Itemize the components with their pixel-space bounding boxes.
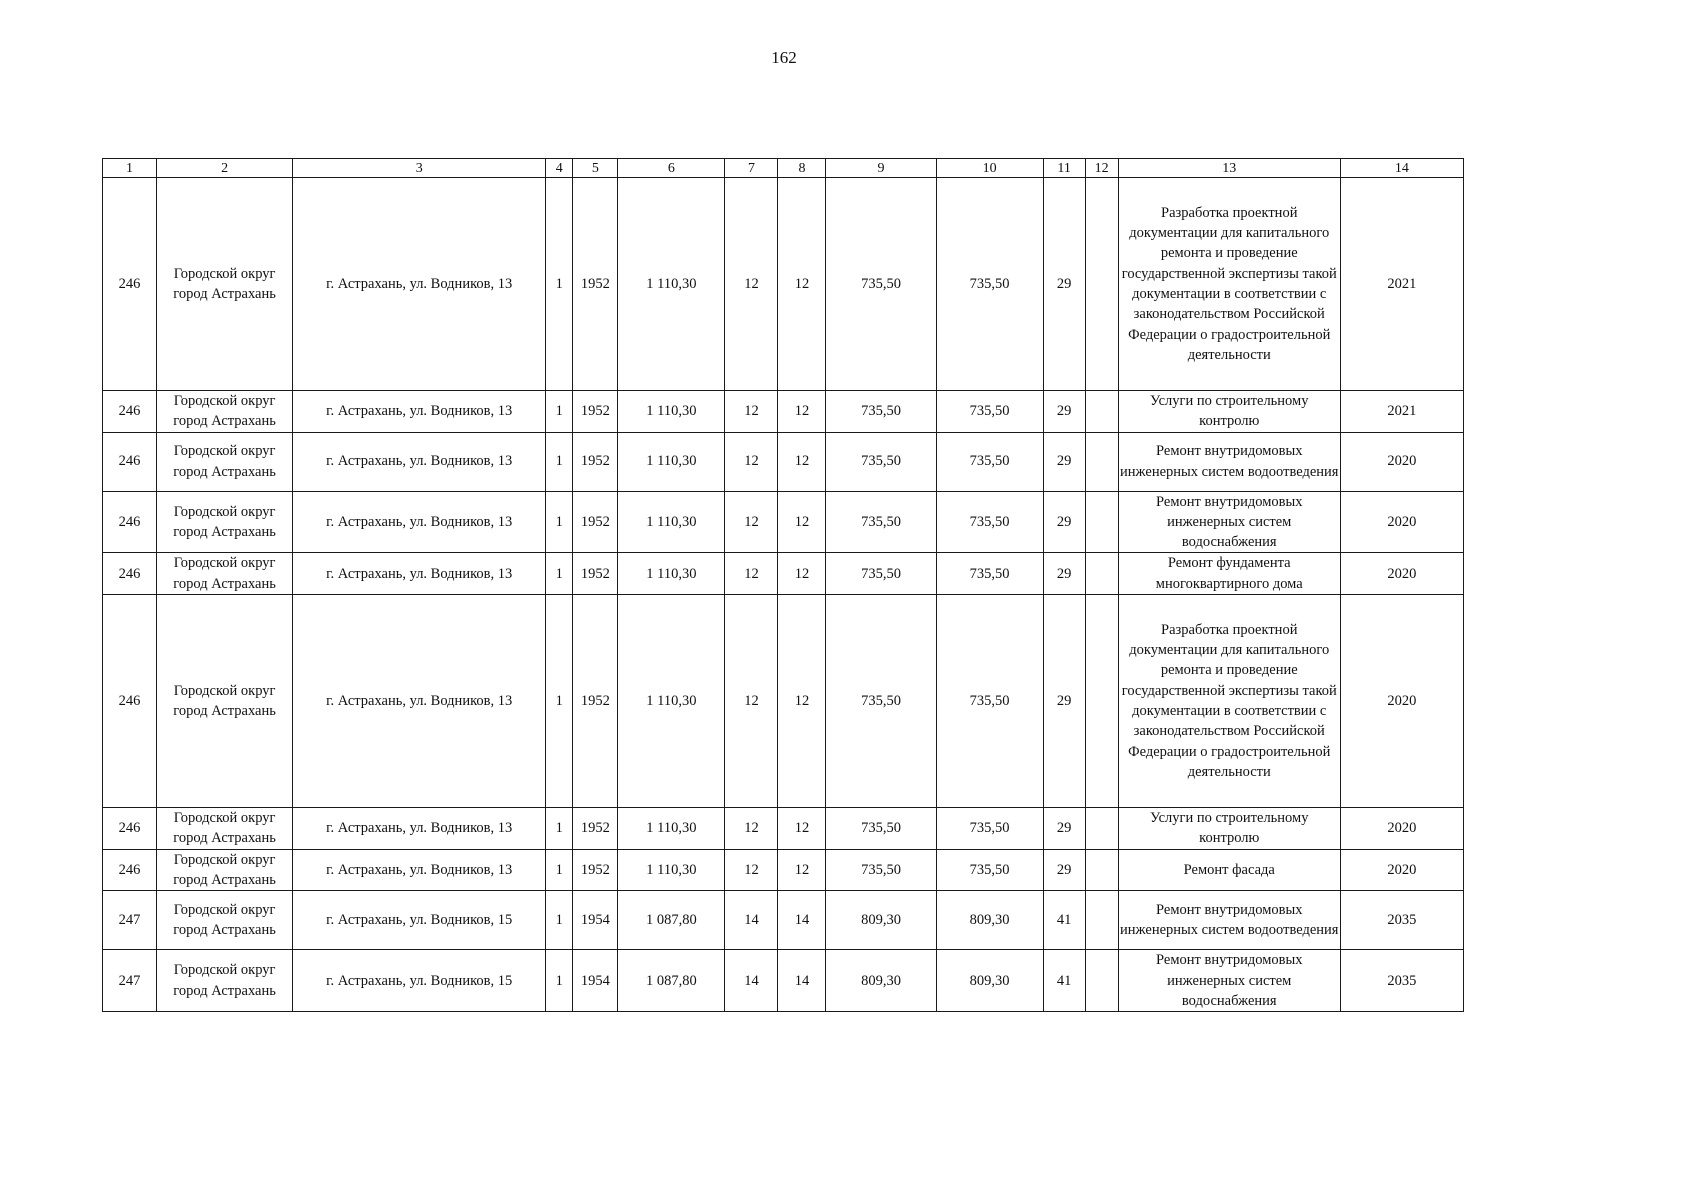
plan-year-cell: 2020: [1340, 553, 1463, 595]
col9-cell: 735,50: [826, 391, 936, 433]
col4-cell: 1: [546, 391, 573, 433]
table-row: [103, 950, 1464, 1012]
work-type-cell: Ремонт внутридомовых инженерных систем водоснабжения: [1118, 950, 1340, 1012]
col12-cell: [1085, 391, 1118, 433]
col10-cell: 735,50: [936, 491, 1043, 553]
col12-cell: [1085, 808, 1118, 850]
municipality-cell: Городской округ город Астрахань: [157, 808, 293, 850]
area-cell: 1 110,30: [618, 178, 725, 391]
area-cell: 1 110,30: [618, 553, 725, 595]
col12-cell: [1085, 432, 1118, 491]
col4-cell: 1: [546, 178, 573, 391]
col12-cell: [1085, 891, 1118, 950]
area-cell: 1 087,80: [618, 891, 725, 950]
address-cell: г. Астрахань, ул. Водников, 13: [293, 178, 546, 391]
address-cell: г. Астрахань, ул. Водников, 13: [293, 808, 546, 850]
col11-cell: 29: [1043, 595, 1085, 808]
col11-cell: 41: [1043, 891, 1085, 950]
col-header: 12: [1085, 159, 1118, 178]
col7-cell: 12: [725, 595, 778, 808]
plan-year-cell: 2020: [1340, 432, 1463, 491]
row-number: 246: [103, 178, 157, 391]
col8-cell: 14: [778, 891, 826, 950]
table-row: [103, 891, 1464, 950]
col11-cell: 29: [1043, 491, 1085, 553]
table-row: [103, 595, 1464, 808]
address-cell: г. Астрахань, ул. Водников, 15: [293, 950, 546, 1012]
work-type-cell: Услуги по строительному контролю: [1118, 391, 1340, 433]
col-header: 10: [936, 159, 1043, 178]
col4-cell: 1: [546, 950, 573, 1012]
build-year-cell: 1952: [573, 391, 618, 433]
col-header: 13: [1118, 159, 1340, 178]
work-type-cell: Услуги по строительному контролю: [1118, 808, 1340, 850]
col11-cell: 29: [1043, 808, 1085, 850]
col8-cell: 12: [778, 491, 826, 553]
col-header: 8: [778, 159, 826, 178]
col8-cell: 12: [778, 391, 826, 433]
municipality-cell: Городской округ город Астрахань: [157, 491, 293, 553]
build-year-cell: 1954: [573, 950, 618, 1012]
address-cell: г. Астрахань, ул. Водников, 13: [293, 432, 546, 491]
col10-cell: 735,50: [936, 391, 1043, 433]
col12-cell: [1085, 595, 1118, 808]
plan-year-cell: 2021: [1340, 391, 1463, 433]
col4-cell: 1: [546, 849, 573, 891]
col10-cell: 735,50: [936, 808, 1043, 850]
page-number: 162: [771, 48, 797, 67]
municipality-cell: Городской округ город Астрахань: [157, 391, 293, 433]
table-row: [103, 432, 1464, 491]
address-cell: г. Астрахань, ул. Водников, 13: [293, 849, 546, 891]
col11-cell: 29: [1043, 553, 1085, 595]
build-year-cell: 1952: [573, 808, 618, 850]
municipality-cell: Городской округ город Астрахань: [157, 432, 293, 491]
col10-cell: 735,50: [936, 178, 1043, 391]
col7-cell: 14: [725, 950, 778, 1012]
col9-cell: 735,50: [826, 178, 936, 391]
col9-cell: 735,50: [826, 491, 936, 553]
col10-cell: 809,30: [936, 891, 1043, 950]
work-type-cell: Ремонт внутридомовых инженерных систем водоотведения: [1118, 432, 1340, 491]
work-type-cell: Ремонт фундамента многоквартирного дома: [1118, 553, 1340, 595]
area-cell: 1 087,80: [618, 950, 725, 1012]
municipality-cell: Городской округ город Астрахань: [157, 178, 293, 391]
work-type-cell: Разработка проектной документации для капитального ремонта и проведение государственной экспертизы такой документации в соответствии с законодательством Российской Федерации о градостроительной деятельности: [1118, 595, 1340, 808]
build-year-cell: 1952: [573, 553, 618, 595]
col12-cell: [1085, 950, 1118, 1012]
col12-cell: [1085, 849, 1118, 891]
table-row: [103, 808, 1464, 850]
row-number: 246: [103, 391, 157, 433]
table-row: [103, 178, 1464, 391]
build-year-cell: 1952: [573, 178, 618, 391]
col4-cell: 1: [546, 553, 573, 595]
col8-cell: 12: [778, 553, 826, 595]
col9-cell: 735,50: [826, 432, 936, 491]
row-number: 246: [103, 849, 157, 891]
area-cell: 1 110,30: [618, 491, 725, 553]
build-year-cell: 1952: [573, 491, 618, 553]
col7-cell: 12: [725, 808, 778, 850]
col10-cell: 735,50: [936, 432, 1043, 491]
row-number: 246: [103, 553, 157, 595]
col-header: 14: [1340, 159, 1463, 178]
col11-cell: 29: [1043, 849, 1085, 891]
col10-cell: 735,50: [936, 595, 1043, 808]
col9-cell: 809,30: [826, 950, 936, 1012]
municipality-cell: Городской округ город Астрахань: [157, 595, 293, 808]
col11-cell: 41: [1043, 950, 1085, 1012]
col-header: 11: [1043, 159, 1085, 178]
address-cell: г. Астрахань, ул. Водников, 13: [293, 595, 546, 808]
table-row: [103, 553, 1464, 595]
col8-cell: 14: [778, 950, 826, 1012]
plan-year-cell: 2020: [1340, 808, 1463, 850]
col9-cell: 809,30: [826, 891, 936, 950]
col7-cell: 12: [725, 178, 778, 391]
work-type-cell: Ремонт фасада: [1118, 849, 1340, 891]
work-type-cell: Разработка проектной документации для капитального ремонта и проведение государственной экспертизы такой документации в соответствии с законодательством Российской Федерации о градостроительной деятельности: [1118, 178, 1340, 391]
address-cell: г. Астрахань, ул. Водников, 13: [293, 491, 546, 553]
plan-year-cell: 2021: [1340, 178, 1463, 391]
col-header: 5: [573, 159, 618, 178]
row-number: 246: [103, 595, 157, 808]
col10-cell: 735,50: [936, 849, 1043, 891]
col9-cell: 735,50: [826, 595, 936, 808]
plan-year-cell: 2035: [1340, 891, 1463, 950]
row-number: 246: [103, 491, 157, 553]
col12-cell: [1085, 178, 1118, 391]
col8-cell: 12: [778, 595, 826, 808]
plan-year-cell: 2020: [1340, 595, 1463, 808]
col4-cell: 1: [546, 491, 573, 553]
table-row: [103, 391, 1464, 433]
col8-cell: 12: [778, 178, 826, 391]
area-cell: 1 110,30: [618, 808, 725, 850]
col-header: 7: [725, 159, 778, 178]
col10-cell: 809,30: [936, 950, 1043, 1012]
table-row: [103, 849, 1464, 891]
build-year-cell: 1952: [573, 849, 618, 891]
area-cell: 1 110,30: [618, 849, 725, 891]
col-header: 6: [618, 159, 725, 178]
column-number-row: [103, 159, 1464, 178]
col-header: 4: [546, 159, 573, 178]
address-cell: г. Астрахань, ул. Водников, 13: [293, 391, 546, 433]
area-cell: 1 110,30: [618, 595, 725, 808]
work-type-cell: Ремонт внутридомовых инженерных систем водоснабжения: [1118, 491, 1340, 553]
row-number: 247: [103, 891, 157, 950]
row-number: 246: [103, 432, 157, 491]
col8-cell: 12: [778, 849, 826, 891]
area-cell: 1 110,30: [618, 391, 725, 433]
col-header: 3: [293, 159, 546, 178]
capital-repair-table: [102, 158, 1464, 1012]
build-year-cell: 1952: [573, 595, 618, 808]
col9-cell: 735,50: [826, 553, 936, 595]
table-body: [103, 178, 1464, 1012]
build-year-cell: 1954: [573, 891, 618, 950]
row-number: 246: [103, 808, 157, 850]
col7-cell: 12: [725, 391, 778, 433]
col11-cell: 29: [1043, 391, 1085, 433]
plan-year-cell: 2020: [1340, 491, 1463, 553]
municipality-cell: Городской округ город Астрахань: [157, 891, 293, 950]
col4-cell: 1: [546, 808, 573, 850]
col8-cell: 12: [778, 808, 826, 850]
col4-cell: 1: [546, 595, 573, 808]
col-header: 9: [826, 159, 936, 178]
plan-year-cell: 2020: [1340, 849, 1463, 891]
col7-cell: 14: [725, 891, 778, 950]
col-header: 2: [157, 159, 293, 178]
col7-cell: 12: [725, 432, 778, 491]
area-cell: 1 110,30: [618, 432, 725, 491]
col4-cell: 1: [546, 432, 573, 491]
address-cell: г. Астрахань, ул. Водников, 15: [293, 891, 546, 950]
col11-cell: 29: [1043, 432, 1085, 491]
col9-cell: 735,50: [826, 808, 936, 850]
row-number: 247: [103, 950, 157, 1012]
municipality-cell: Городской округ город Астрахань: [157, 950, 293, 1012]
col8-cell: 12: [778, 432, 826, 491]
plan-year-cell: 2035: [1340, 950, 1463, 1012]
col12-cell: [1085, 491, 1118, 553]
build-year-cell: 1952: [573, 432, 618, 491]
table-row: [103, 491, 1464, 553]
col10-cell: 735,50: [936, 553, 1043, 595]
col4-cell: 1: [546, 891, 573, 950]
municipality-cell: Городской округ город Астрахань: [157, 849, 293, 891]
work-type-cell: Ремонт внутридомовых инженерных систем водоотведения: [1118, 891, 1340, 950]
col-header: 1: [103, 159, 157, 178]
col11-cell: 29: [1043, 178, 1085, 391]
col7-cell: 12: [725, 849, 778, 891]
municipality-cell: Городской округ город Астрахань: [157, 553, 293, 595]
address-cell: г. Астрахань, ул. Водников, 13: [293, 553, 546, 595]
col12-cell: [1085, 553, 1118, 595]
col7-cell: 12: [725, 553, 778, 595]
col9-cell: 735,50: [826, 849, 936, 891]
col7-cell: 12: [725, 491, 778, 553]
